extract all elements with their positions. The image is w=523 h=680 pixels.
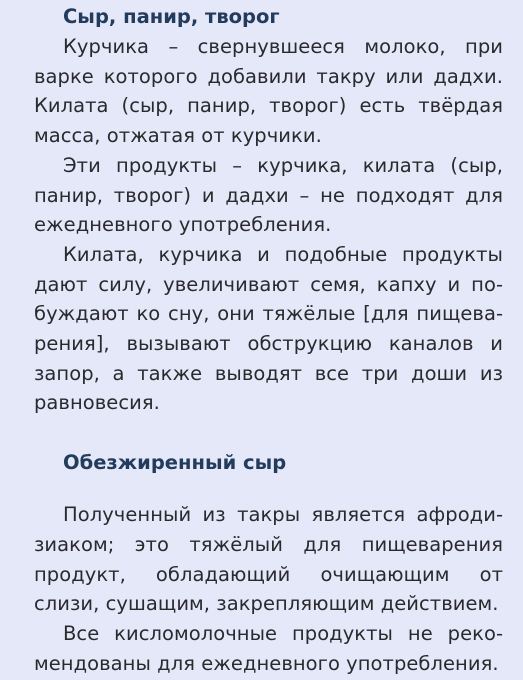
section-heading-low-fat-cheese: Обезжиренный сыр [63,451,287,475]
section-heading-cheese: Сыр, панир, творог [63,5,280,28]
section-body-cheese [34,32,503,418]
paragraph: Эти продукты – курчика, килата (сыр, панир, творог) и дадхи – не подходят для ежедневного употребления. [34,153,503,237]
paragraph: Курчика – свернувшееся молоко, при варке которого добавили такру или дадхи. Килата (сыр, панир, творог) есть твёрдая масса, отжатая от курчики. [34,35,503,148]
paragraph: Все кисломолочные продукты не рекомендованы для ежедневного употребления. [34,621,503,675]
paragraph: Килата, курчика и подобные продукты дают силу, увеличивают семя, капху и побуждают ко сну, они тяжёлые [для пищеварения], вызывают обструкцию каналов и запор, а также выводят все три доши из равновесия. [34,242,503,415]
paragraph: Полученный из такры является афродизиаком; это тяжёлый для пищеварения продукт, обладающий очищающим от слизи, сушащим, закрепляющим действием. [34,503,503,616]
section-body-low-fat-cheese [34,500,503,678]
